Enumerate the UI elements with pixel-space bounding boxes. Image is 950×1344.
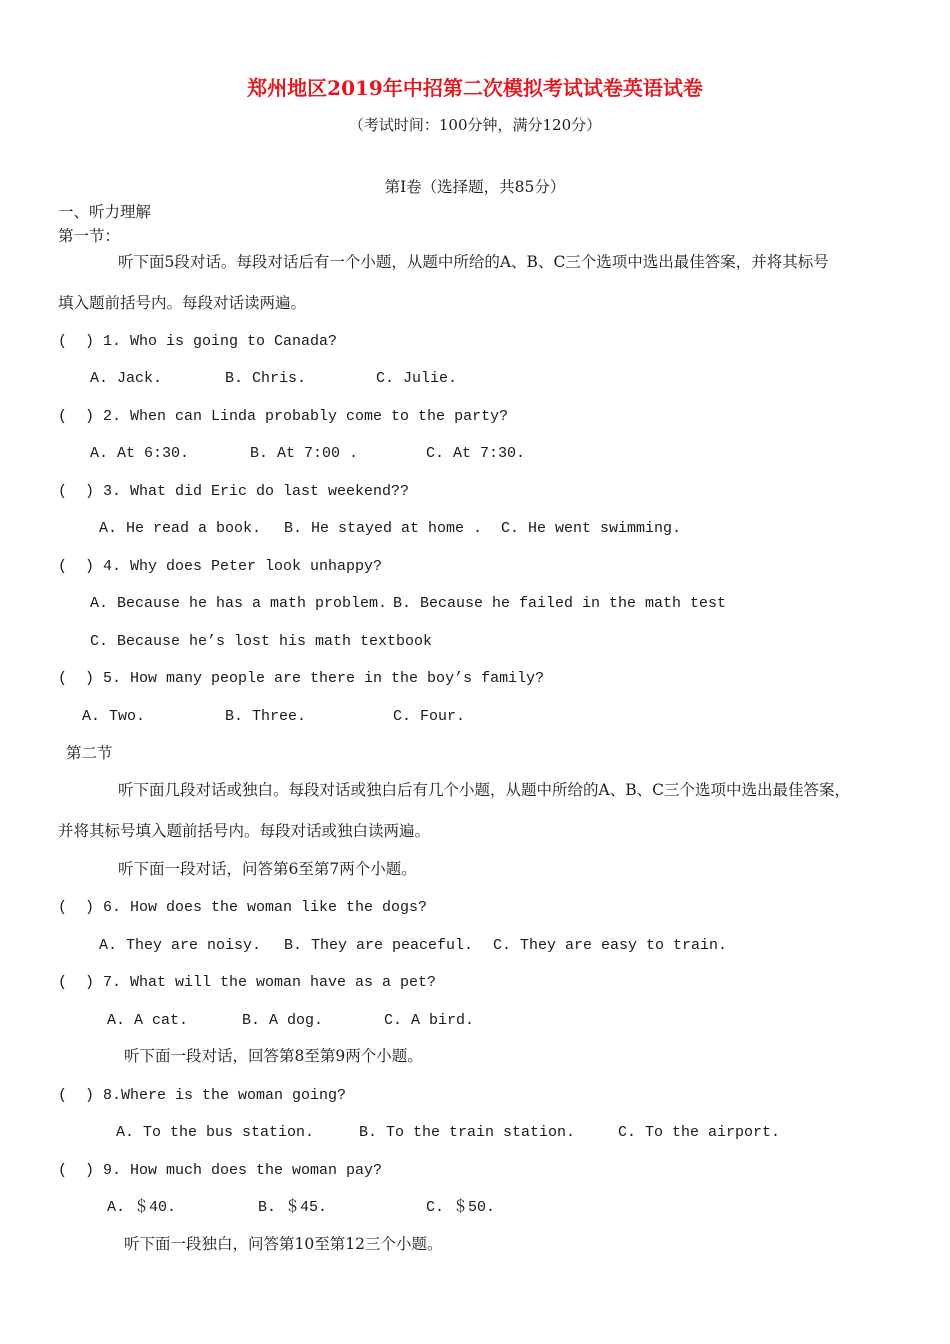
question-stem: ( ) 4. Why does Peter look unhappy?	[58, 558, 383, 575]
option-b: B. ＄45.	[258, 1199, 328, 1216]
option-a: A. He read a book.	[99, 520, 262, 537]
question-stem: ( ) 7. What will the woman have as a pet?	[58, 974, 437, 991]
part-two-heading: 第二节	[66, 744, 113, 762]
question-stem: ( ) 6. How does the woman like the dogs?	[58, 899, 428, 916]
question-stem: ( ) 5. How many people are there in the boy’s family?	[58, 670, 545, 687]
section-heading-listening: 一、听力理解	[58, 203, 152, 221]
part-two-instruction-line2: 并将其标号填入题前括号内。每段对话或独白读两遍。	[58, 822, 431, 840]
option-b: B. Chris.	[225, 370, 307, 387]
option-c: C. ＄50.	[426, 1199, 496, 1216]
part-two-instruction-line1: 听下面几段对话或独白。每段对话或独白后有几个小题，从题中所给的A、B、C三个选项中选出最佳答案，	[118, 781, 850, 799]
option-b: B. They are peaceful.	[284, 937, 474, 954]
option-b: B. At 7:00 .	[250, 445, 359, 462]
option-b: B. Because he failed in the math test	[393, 595, 727, 612]
option-c: C. They are easy to train.	[493, 937, 728, 954]
dialogue-note-8-9: 听下面一段对话，回答第8至第9两个小题。	[124, 1047, 423, 1065]
option-c: C. Because he’s lost his math textbook	[90, 633, 433, 650]
option-b: B. Three.	[225, 708, 307, 725]
question-stem: ( ) 1. Who is going to Canada?	[58, 333, 338, 350]
question-stem: ( ) 2. When can Linda probably come to the party?	[58, 408, 509, 425]
option-c: C. To the airport.	[618, 1124, 781, 1141]
option-a: A. They are noisy.	[99, 937, 262, 954]
option-a: A. Jack.	[90, 370, 163, 387]
option-c: C. Four.	[393, 708, 466, 725]
part-one-heading: 第一节：	[58, 227, 121, 245]
option-a: A. Because he has a math problem.	[90, 595, 388, 612]
option-c: C. At 7:30.	[426, 445, 526, 462]
option-c: C. A bird.	[384, 1012, 475, 1029]
exam-subtitle: （考试时间：100分钟，满分120分）	[348, 116, 602, 134]
question-stem: ( ) 9. How much does the woman pay?	[58, 1162, 383, 1179]
volume-heading: 第Ⅰ卷（选择题，共85分）	[384, 178, 566, 196]
option-a: A. A cat.	[107, 1012, 189, 1029]
option-a: A. Two.	[82, 708, 146, 725]
option-a: A. At 6:30.	[90, 445, 190, 462]
question-stem: ( ) 3. What did Eric do last weekend??	[58, 483, 410, 500]
option-c: C. He went swimming.	[501, 520, 682, 537]
option-b: B. A dog.	[242, 1012, 324, 1029]
option-b: B. He stayed at home .	[284, 520, 483, 537]
part-one-instruction-line1: 听下面5段对话。每段对话后有一个小题，从题中所给的A、B、C三个选项中选出最佳答案，并将其标号	[118, 253, 829, 271]
dialogue-note-6-7: 听下面一段对话，问答第6至第7两个小题。	[118, 860, 417, 878]
question-stem: ( ) 8.Where is the woman going?	[58, 1087, 347, 1104]
part-one-instruction-line2: 填入题前括号内。每段对话读两遍。	[58, 294, 307, 312]
monologue-note-10-12: 听下面一段独白，问答第10至第12三个小题。	[124, 1235, 443, 1253]
option-a: A. To the bus station.	[116, 1124, 315, 1141]
page-title: 郑州地区2019年中招第二次模拟考试试卷英语试卷	[247, 76, 703, 100]
option-c: C. Julie.	[376, 370, 458, 387]
option-b: B. To the train station.	[359, 1124, 576, 1141]
option-a: A. ＄40.	[107, 1199, 177, 1216]
